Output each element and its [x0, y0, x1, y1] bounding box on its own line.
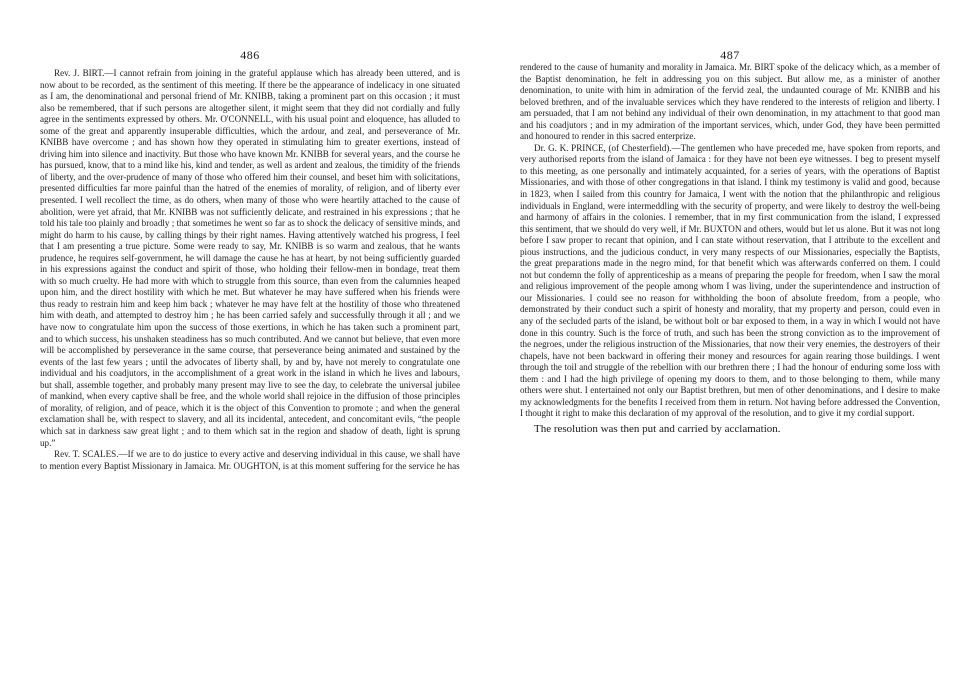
- right-page-body: [520, 62, 940, 436]
- paragraph-birt: Rev. J. BIRT.—I cannot refrain from joining in the grateful applause which has already been uttered, and is now about to be recorded, as the sentiment of this meeting. If there be the appearance of indelicacy in one situated as I am, the denominational and personal friend of Mr. KNIBB, taking a prominent part on this occasion ; it must also be remembered, that if such persons are altogether silent, it might seem that they did not cordially and fully agree in the sentiments expressed by others. Mr. O'CONNELL, with his usual point and eloquence, has alluded to some of the great and apparently insuperable difficulties, which the ardour, and zeal, and perseverance of Mr. KNIBB have overcome ; and has shown how they operated in stimulating him to greater exertions, instead of driving him into silence and inactivity. But those who have known Mr. KNIBB for several years, and the course he has pursued, know, that to a mind like his, kind and tender, as well as ardent and zealous, the timidity of the friends of liberty, and the over-prudence of many of those who offered him their counsel, and beset him with solicitations, presented difficulties far more painful than the hatred of the enemies of morality, of religion, and of liberty ever presented. I well recollect the time, as do others, when many of those who were heartily attached to the cause of abolition, were yet afraid, that Mr. KNIBB was not sufficiently delicate, and restrained in his expressions ; that he told his tale too plainly and broadly ; that sometimes he went so far as to shock the delicacy of sensitive minds, and might do harm to his cause, by calling things by their right names. Having attentively watched his progress, I feel that I am presenting a true picture. Some were ready to say, Mr. KNIBB is so warm and zealous, that he wants prudence, he requires self-government, he will damage the cause he has at heart, by not being sufficiently guarded in his expressions against the conduct and spirit of those, who holding their fellow-men in bondage, treat them with so much cruelty. He had more with which to struggle from this source, than even from the calumnies heaped upon him, and the direct hostility with which he met. But whatever he may have suffered when his friends were thus ready to restrain him and keep him back ; whatever he may have felt at the hostility of those who threatened him with death, and attempted to destroy him ; he has been carried safely and successfully through it all ; and we have now to congratulate him upon the success of those exertions, in which he has taken such a prominent part, and to which success, his unshaken steadiness has so much contributed. And we cannot but believe, that even more will be accomplished by perseverance in the same course, that perseverance being animated and sustained by the events of the last few years ; until the advocates of liberty shall, by and by, have not merely to congratulate one individual and his coadjutors, in the accomplishment of a great work in the island in which he lives and labours, but shall, assemble together, and probably many present may live to see the day, to celebrate the universal jubilee of mankind, when every captive shall be free, and the whole world shall rejoice in the diffusion of those principles of morality, of religion, and of peace, which it is the object of this Convention to promote ; and when the general exclamation shall be, with respect to slavery, and all its incidental, antecedent, and concomitant evils, “the people which sat in darkness saw great light ; and to them which sat in the region and shadow of death, light is sprung up.”: [40, 68, 460, 448]
- page-number-right: 487: [720, 48, 740, 62]
- closing-line: The resolution was then put and carried by acclamation.: [534, 422, 781, 435]
- paragraph-scales: Rev. T. SCALES.—If we are to do justice to every active and deserving individual in this cause, we shall have to mention every Baptist Missionary in Jamaica. Mr. OUGHTON, is at this moment suffering for the service he has: [40, 449, 460, 471]
- left-page-body: [40, 68, 460, 472]
- right-page: [520, 0, 940, 692]
- paragraph-scales-continued: rendered to the cause of humanity and morality in Jamaica. Mr. BIRT spoke of the delicacy which, as a member of the Baptist denomination, he felt in addressing you on this subject. But allow me, as a minister of another denomination, to unite with him in admiration of the fervid zeal, the undaunted courage of Mr. KNIBB and his beloved brethren, and of the invaluable services which they have rendered to the interests of religion and liberty. I am persuaded, that I am not behind any individual of their own denomination, in my attachment to that good man and his coadjutors ; and in my admiration of the important services, which, under God, they have been permitted and honoured to render in this sacred enterprize.: [520, 62, 940, 142]
- left-page: [40, 0, 460, 692]
- page-number-left: 486: [240, 48, 260, 62]
- paragraph-prince: Dr. G. K. PRINCE, (of Chesterfield).—The gentlemen who have preceded me, have spoken from reports, and very authorised reports from the island of Jamaica : for they have not been eye witnesses. I beg to present myself to this meeting, as one personally and intimately acquainted, for a series of years, with the operations of Baptist Missionaries, and with those of other congregations in that island. I think my testimony is valid and good, because in 1823, when I sailed from this country for Jamaica, I went with the notion that the philanthropic and religious individuals in England, were intermeddling with the security of property, and were likely to destroy the well-being and harmony of affairs in the colonies. I remember, that in my first communication from the island, I expressed this sentiment, that we should do very well, if Mr. BUXTON and others, would but let us alone. But it was not long before I saw proper to recant that opinion, and I can state without reservation, that I attribute to the excellent and pious instructions, and the judicious conduct, in very many respects of our Missionaries, especially the Baptists, the great preparations made in the negro mind, for that benefit which was afterwards conferred on them. I could not but condemn the folly of apprenticeship as a means of preparing the people for freedom, when I saw the moral and religious improvement of the people among whom I was living, under the superintendence and instruction of our Missionaries. I could see no reason for withholding the boon of absolute freedom, from a people, who demonstrated by their conduct such a spirit of honesty and morality, that my property and person, could even in any of the secluded parts of the island, be without bolt or bar exposed to them, in a way in which I would not have done in this country. Such is the force of truth, and such has been the strong conviction as to the improvement of the negroes, under the religious instruction of the Missionaries, that now their very enemies, the destroyers of their chapels, have not been backward in offering their money and resources for again rearing those buildings. I went through the toil and struggle of the rebellion with our brethren there ; I had the honour of enduring some loss with them : and I had the high privilege of opening my doors to them, and to those belonging to them, while many others were shut. I entertained not only our Baptist brethren, but men of other denominations, and I desire to make my acknowledgments for the benefits I received from them in return. Not having before addressed the Convention, I thought it right to make this declaration of my approval of the resolution, and to give it my cordial support.: [520, 142, 940, 419]
